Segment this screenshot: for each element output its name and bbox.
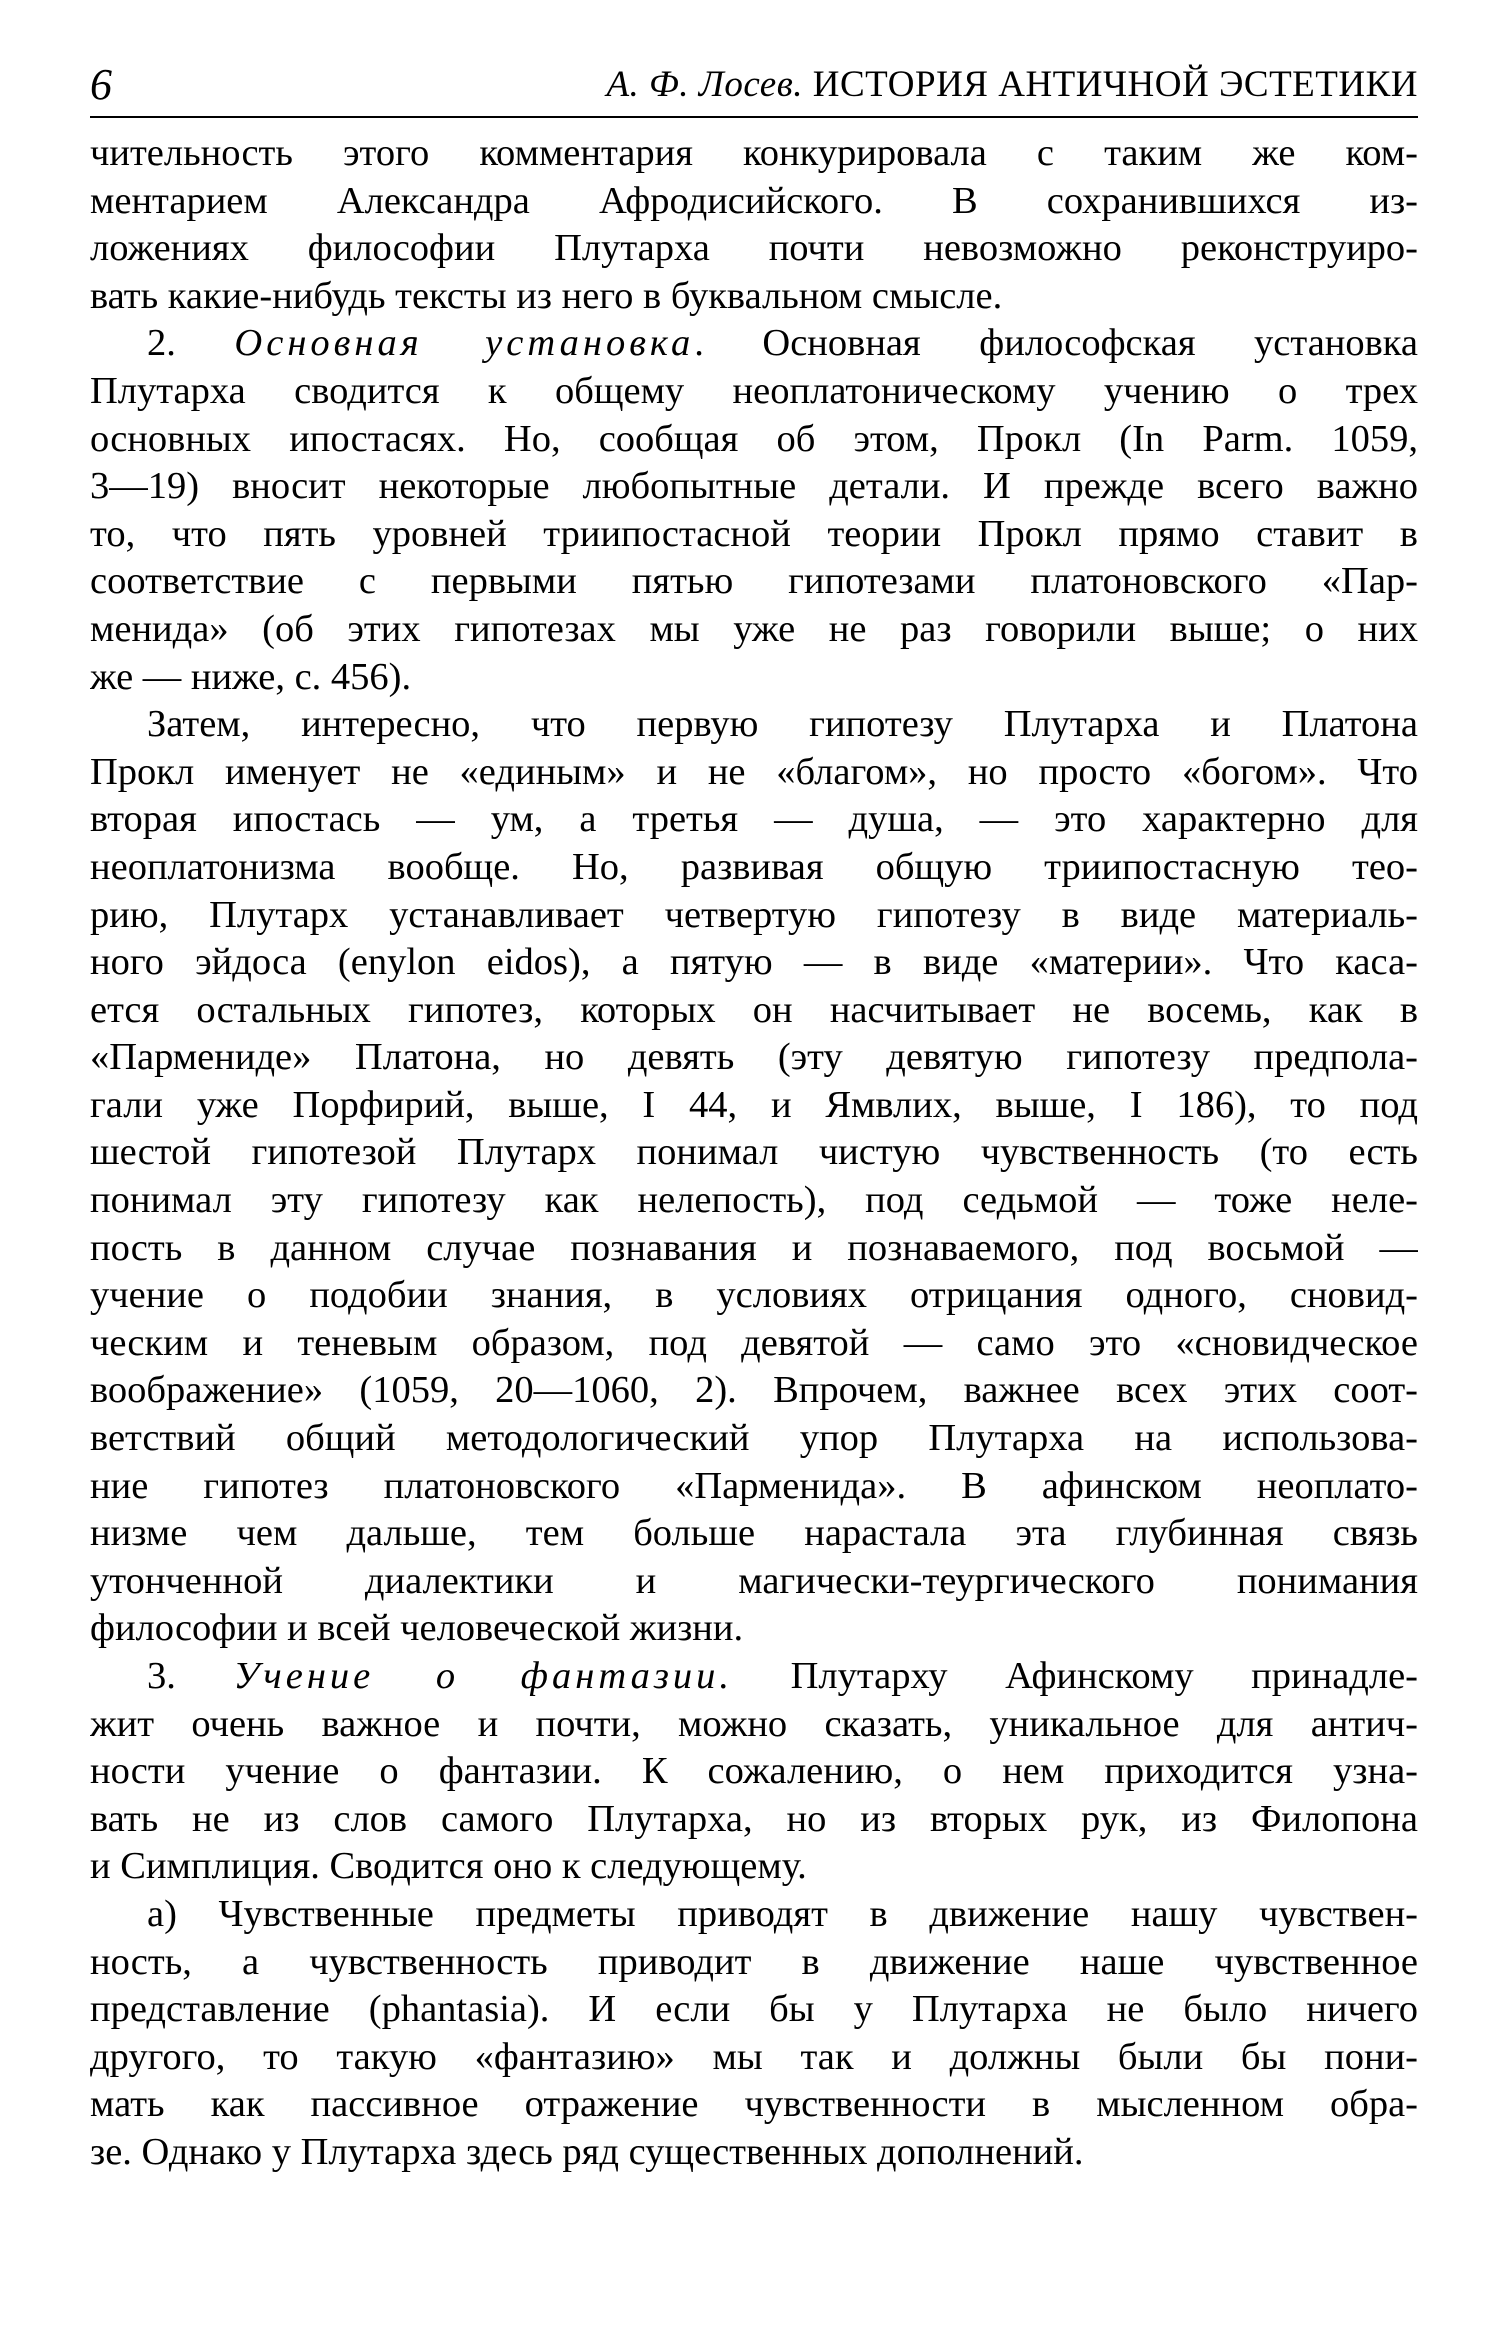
text-line: 3—19) вносит некоторые любопытные детали. И прежде всего важно [90,465,1418,508]
text-line: соответствие с первыми пятью гипотезами платоновского «Пар- [90,560,1418,603]
text-line: вать какие-нибудь тексты из него в буквальном смысле. [90,274,1003,317]
text-line: философии и всей человеческой жизни. [90,1607,744,1650]
running-head-title: ИСТОРИЯ АНТИЧНОЙ ЭСТЕТИКИ [812,64,1418,105]
text-line: «Пармениде» Платона, но девять (эту девятую гипотезу предпола- [90,1036,1418,1079]
section-heading: Основная установка [234,322,695,365]
text-line: ние гипотез платоновского «Парменида». В афинском неоплато- [90,1464,1418,1507]
text-line: Плутарха сводится к общему неоплатоническому учению о трех [90,369,1418,412]
text-line: утонченной диалектики и магически-теургического понимания [90,1559,1418,1602]
text-line: мать как пассивное отражение чувственности в мысленном обра- [90,2083,1418,2126]
text-line: воображение» (1059, 20—1060, 2). Впрочем, важнее всех этих соот- [90,1369,1418,1412]
text-line: учение о подобии знания, в условиях отрицания одного, сновид- [90,1274,1418,1317]
text-line: вать не из слов самого Плутарха, но из вторых рук, из Филопона [90,1797,1418,1840]
text-line: неоплатонизма вообще. Но, развивая общую триипостасную тео- [90,845,1418,888]
text-line: ного эйдоса (enylon eidos), а пятую — в виде «материи». Что каса- [90,941,1418,984]
text-line: Затем, интересно, что первую гипотезу Плутарха и Платона [147,703,1418,746]
text-line: жит очень важное и почти, можно сказать, уникальное для антич- [90,1702,1418,1745]
paragraph-2 [90,320,1418,701]
text-line: ности учение о фантазии. К сожалению, о нем приходится узна- [90,1750,1418,1793]
text-line: представление (phantasia). И если бы у Плутарха не было ничего [90,1988,1418,2031]
text-line: рию, Плутарх устанавливает четвертую гипотезу в виде материаль- [90,893,1418,936]
page-header [90,55,1418,115]
text-line: ность, а чувственность приводит в движение наше чувственное [90,1940,1418,1983]
text-line: то, что пять уровней триипостасной теории Прокл прямо ставит в [90,512,1418,555]
text-line: пость в данном случае познавания и познаваемого, под восьмой — [90,1226,1418,1269]
text-line: зе. Однако у Плутарха здесь ряд существенных дополнений. [90,2130,1084,2173]
section-number: 3. [147,1655,176,1697]
text-line: ментарием Александра Афродисийского. В сохранившихся из- [90,179,1418,222]
text-line: ветствий общий методологический упор Плутарха на использова- [90,1417,1418,1460]
running-head [606,55,1418,115]
text-line: вторая ипостась — ум, а третья — душа, — это характерно для [90,798,1418,841]
body-text [90,130,1418,2177]
text-line: гали уже Порфирий, выше, I 44, и Ямвлих, выше, I 186), то под [90,1083,1418,1126]
text-run: Основная философская установка [762,322,1418,365]
text-line: менида» (об этих гипотезах мы уже не раз говорили выше; о них [90,607,1418,650]
text-line: чительность этого комментария конкурировала с таким же ком- [90,132,1418,174]
text-line: низме чем дальше, тем больше нарастала эта глубинная связь [90,1512,1418,1555]
text-line [90,1653,1418,1701]
text-line: 2. Основная установка. Основная философская установка [147,322,1418,365]
text-line: шестой гипотезой Плутарх понимал чистую чувственность (то есть [90,1131,1418,1174]
paragraph-5 [90,1891,1418,2177]
text-line: другого, то такую «фантазию» мы так и должны были бы пони- [90,2035,1418,2078]
running-head-author: А. Ф. Лосев. [606,64,804,105]
text-line: Прокл именует не «единым» и не «благом», но просто «богом». Что [90,750,1418,793]
text-line: ческим и теневым образом, под девятой — само это «сновидческое [90,1321,1418,1364]
text-line: и Симплиция. Сводится оно к следующему. [90,1845,807,1888]
paragraph-1 [90,130,1418,320]
text-run: Плутарху Афинскому принадле- [790,1655,1418,1697]
text-line: а) Чувственные предметы приводят в движение нашу чувствен- [147,1892,1418,1935]
section-heading: Учение о фантазии. [233,1655,734,1697]
section-number: 2. [147,322,176,365]
text-line: ется остальных гипотез, которых он насчитывает не восемь, как в [90,988,1418,1031]
paragraph-4 [90,1653,1418,1891]
text-line: ложениях философии Плутарха почти невозможно реконструиро- [90,227,1418,270]
header-rule [90,116,1418,118]
page-number: 6 [90,60,112,109]
text-line: понимал эту гипотезу как нелепость), под седьмой — тоже неле- [90,1179,1418,1222]
paragraph-3 [90,701,1418,1653]
text-line: же — ниже, с. 456). [90,655,412,698]
text-line: основных ипостасях. Но, сообщая об этом, Прокл (In Parm. 1059, [90,417,1418,460]
